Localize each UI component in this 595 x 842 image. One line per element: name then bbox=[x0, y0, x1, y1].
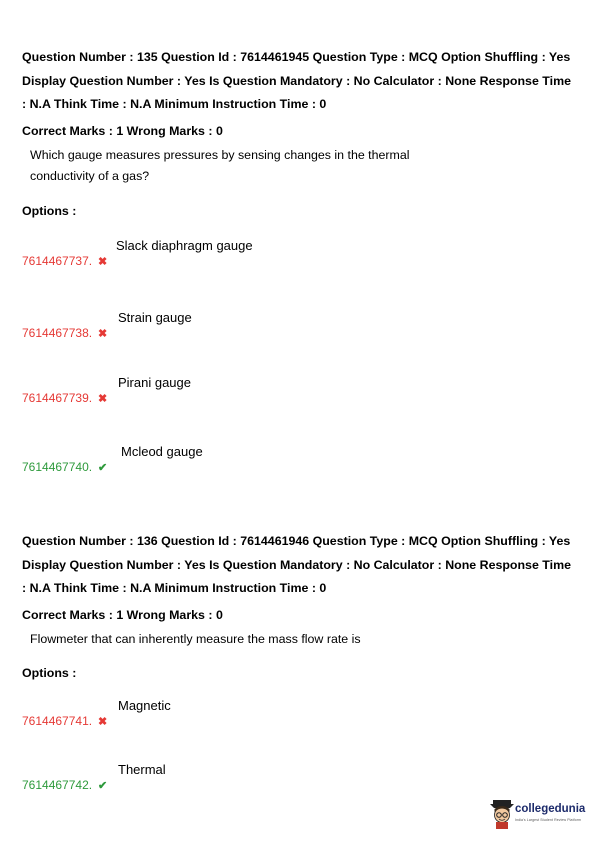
options-label: Options : bbox=[22, 666, 77, 680]
option-id: 7614467742. bbox=[22, 778, 93, 792]
option-row bbox=[22, 762, 422, 792]
collegedunia-logo bbox=[490, 798, 590, 832]
option-id: 7614467739. bbox=[22, 391, 93, 405]
option-text: Strain gauge bbox=[118, 310, 192, 325]
option-text: Magnetic bbox=[118, 698, 171, 713]
option-id: 7614467738. bbox=[22, 326, 93, 340]
question-block-135 bbox=[22, 46, 578, 187]
option-id: 7614467741. bbox=[22, 714, 93, 728]
option-row bbox=[22, 444, 422, 474]
option-text: Pirani gauge bbox=[118, 375, 191, 390]
option-row bbox=[22, 238, 422, 268]
options-label: Options : bbox=[22, 204, 77, 218]
cross-icon: ✖ bbox=[98, 256, 108, 268]
cross-icon: ✖ bbox=[98, 716, 108, 728]
option-row bbox=[22, 698, 422, 728]
cross-icon: ✖ bbox=[98, 328, 108, 340]
question-stem: Flowmeter that can inherently measure the mass flow rate is bbox=[30, 631, 361, 646]
cross-icon: ✖ bbox=[98, 393, 108, 405]
logo-tagline: India's Largest Student Review Platform bbox=[515, 818, 582, 822]
question-stem: Which gauge measures pressures by sensing changes in the thermal conductivity of a gas? bbox=[30, 147, 410, 183]
question-marks: Correct Marks : 1 Wrong Marks : 0 bbox=[22, 123, 223, 138]
question-marks: Correct Marks : 1 Wrong Marks : 0 bbox=[22, 607, 223, 622]
logo-wordmark: collegedunia bbox=[515, 803, 586, 815]
option-id: 7614467737. bbox=[22, 254, 93, 268]
option-text: Slack diaphragm gauge bbox=[116, 238, 253, 253]
mascot-icon bbox=[490, 800, 514, 830]
check-icon: ✔ bbox=[98, 780, 108, 792]
question-block-136 bbox=[22, 530, 578, 650]
check-icon: ✔ bbox=[98, 462, 108, 474]
question-meta: Question Number : 135 Question Id : 7614461945 Question Type : MCQ Option Shuffling : Yes Display Question Number : Yes Is Question Mandatory : No Calculator : None Response Time : N.A Think Time : N.A Minimum Instruction Time : 0 bbox=[22, 50, 571, 111]
option-text: Mcleod gauge bbox=[121, 444, 203, 459]
option-text: Thermal bbox=[118, 762, 166, 777]
option-id: 7614467740. bbox=[22, 460, 93, 474]
option-row bbox=[22, 310, 422, 340]
question-meta: Question Number : 136 Question Id : 7614461946 Question Type : MCQ Option Shuffling : Yes Display Question Number : Yes Is Question Mandatory : No Calculator : None Response Time : N.A Think Time : N.A Minimum Instruction Time : 0 bbox=[22, 534, 571, 595]
option-row bbox=[22, 375, 422, 405]
